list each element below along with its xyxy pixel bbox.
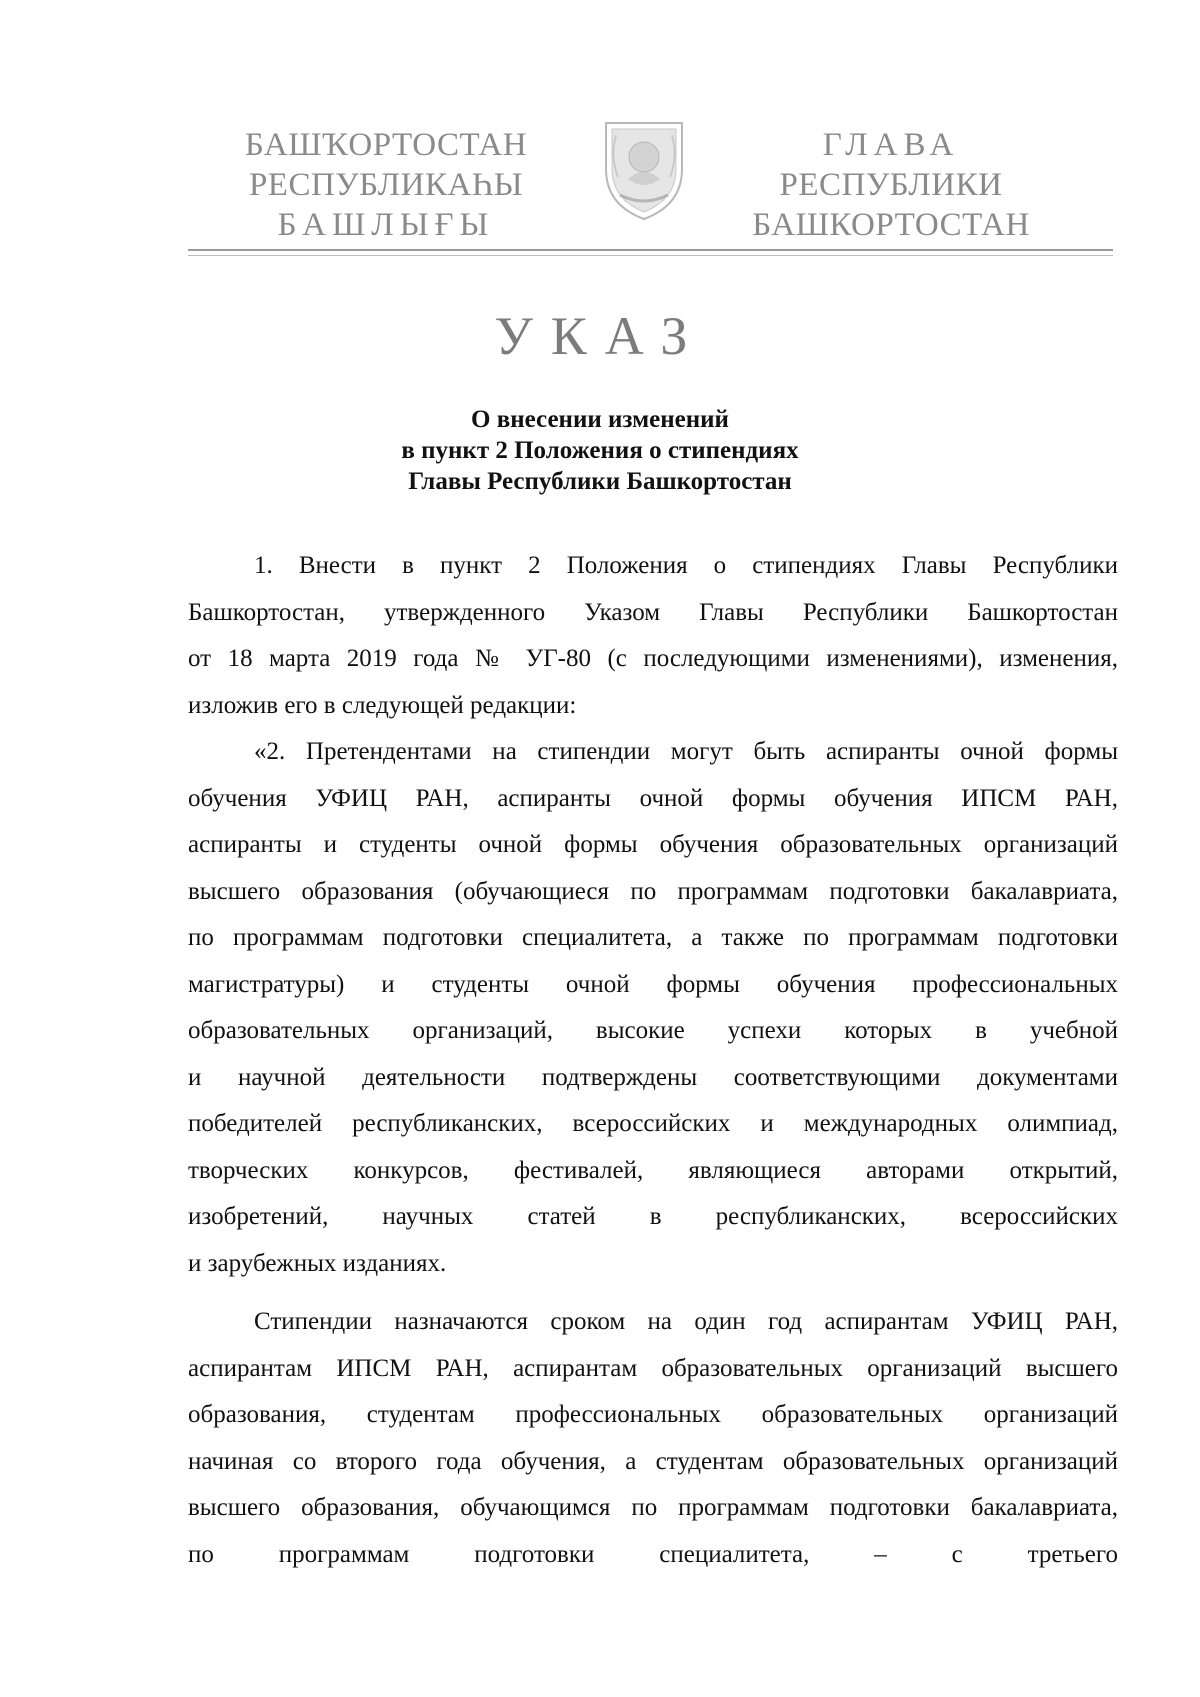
header-left-line-2: РЕСПУБЛИКАҺЫ — [248, 167, 524, 203]
body-line: высшего образования (обучающиеся по программам подготовки бакалавриата, — [188, 877, 1118, 905]
body-line: по программам подготовки специалитета, – с третьего — [188, 1540, 1118, 1568]
header-divider — [188, 249, 1113, 256]
body-line: по программам подготовки специалитета, а также по программам подготовки — [188, 924, 1118, 951]
document-type-heading: УКАЗ — [494, 306, 706, 366]
body-line: Стипендии назначаются сроком на один год аспирантам УФИЦ РАН, — [254, 1308, 1118, 1335]
header-bashkir-title — [221, 125, 551, 245]
body-line: начиная со второго года обучения, а студентам образовательных организаций — [188, 1447, 1118, 1475]
body-line: обучения УФИЦ РАН, аспиранты очной формы обучения ИПСМ РАН, — [188, 784, 1118, 812]
body-line: 1. Внести в пункт 2 Положения о стипендиях Главы Республики — [254, 552, 1118, 579]
body-line: Башкортостан, утвержденного Указом Главы Республики Башкортостан — [188, 598, 1118, 626]
body-line: высшего образования, обучающимся по программам подготовки бакалавриата, — [188, 1494, 1118, 1521]
header-right-line-1: ГЛАВА — [822, 127, 960, 163]
body-line: изобретений, научных статей в республиканских, всероссийских — [188, 1203, 1118, 1230]
document-body — [188, 543, 1118, 1578]
body-line: аспиранты и студенты очной формы обучения образовательных организаций — [188, 831, 1118, 858]
header-russian-title — [726, 125, 1056, 245]
body-line: и научной деятельности подтверждены соответствующими документами — [188, 1063, 1118, 1091]
body-line: образования, студентам профессиональных образовательных организаций — [188, 1401, 1118, 1428]
body-line: магистратуры) и студенты очной формы обучения профессиональных — [188, 970, 1118, 998]
body-line: «2. Претендентами на стипендии могут быть аспиранты очной формы — [254, 738, 1118, 765]
body-line: от 18 марта 2019 года № УГ-80 (с последующими изменениями), изменения, — [188, 645, 1118, 672]
coat-of-arms-emblem — [598, 117, 690, 225]
document-title — [0, 404, 1200, 497]
header-right-line-2: РЕСПУБЛИКИ — [779, 167, 1003, 203]
body-line: победителей республиканских, всероссийских и международных олимпиад, — [188, 1110, 1118, 1137]
body-line: образовательных организаций, высокие успехи которых в учебной — [188, 1017, 1118, 1044]
body-line: аспирантам ИПСМ РАН, аспирантам образовательных организаций высшего — [188, 1354, 1118, 1382]
title-line-2: в пункт 2 Положения о стипендиях — [401, 437, 799, 464]
body-line: и зарубежных изданиях. — [188, 1249, 447, 1277]
title-line-1: О внесении изменений — [471, 406, 729, 433]
body-line: творческих конкурсов, фестивалей, являющиеся авторами открытий, — [188, 1156, 1118, 1184]
header-right-line-3: БАШКОРТОСТАН — [752, 207, 1030, 243]
body-line: изложив его в следующей редакции: — [188, 691, 577, 719]
header-left-line-1: БАШҠОРТОСТАН — [244, 127, 528, 163]
title-line-3: Главы Республики Башкортостан — [408, 468, 792, 495]
header-left-line-3: БАШЛЫҒЫ — [277, 207, 495, 243]
